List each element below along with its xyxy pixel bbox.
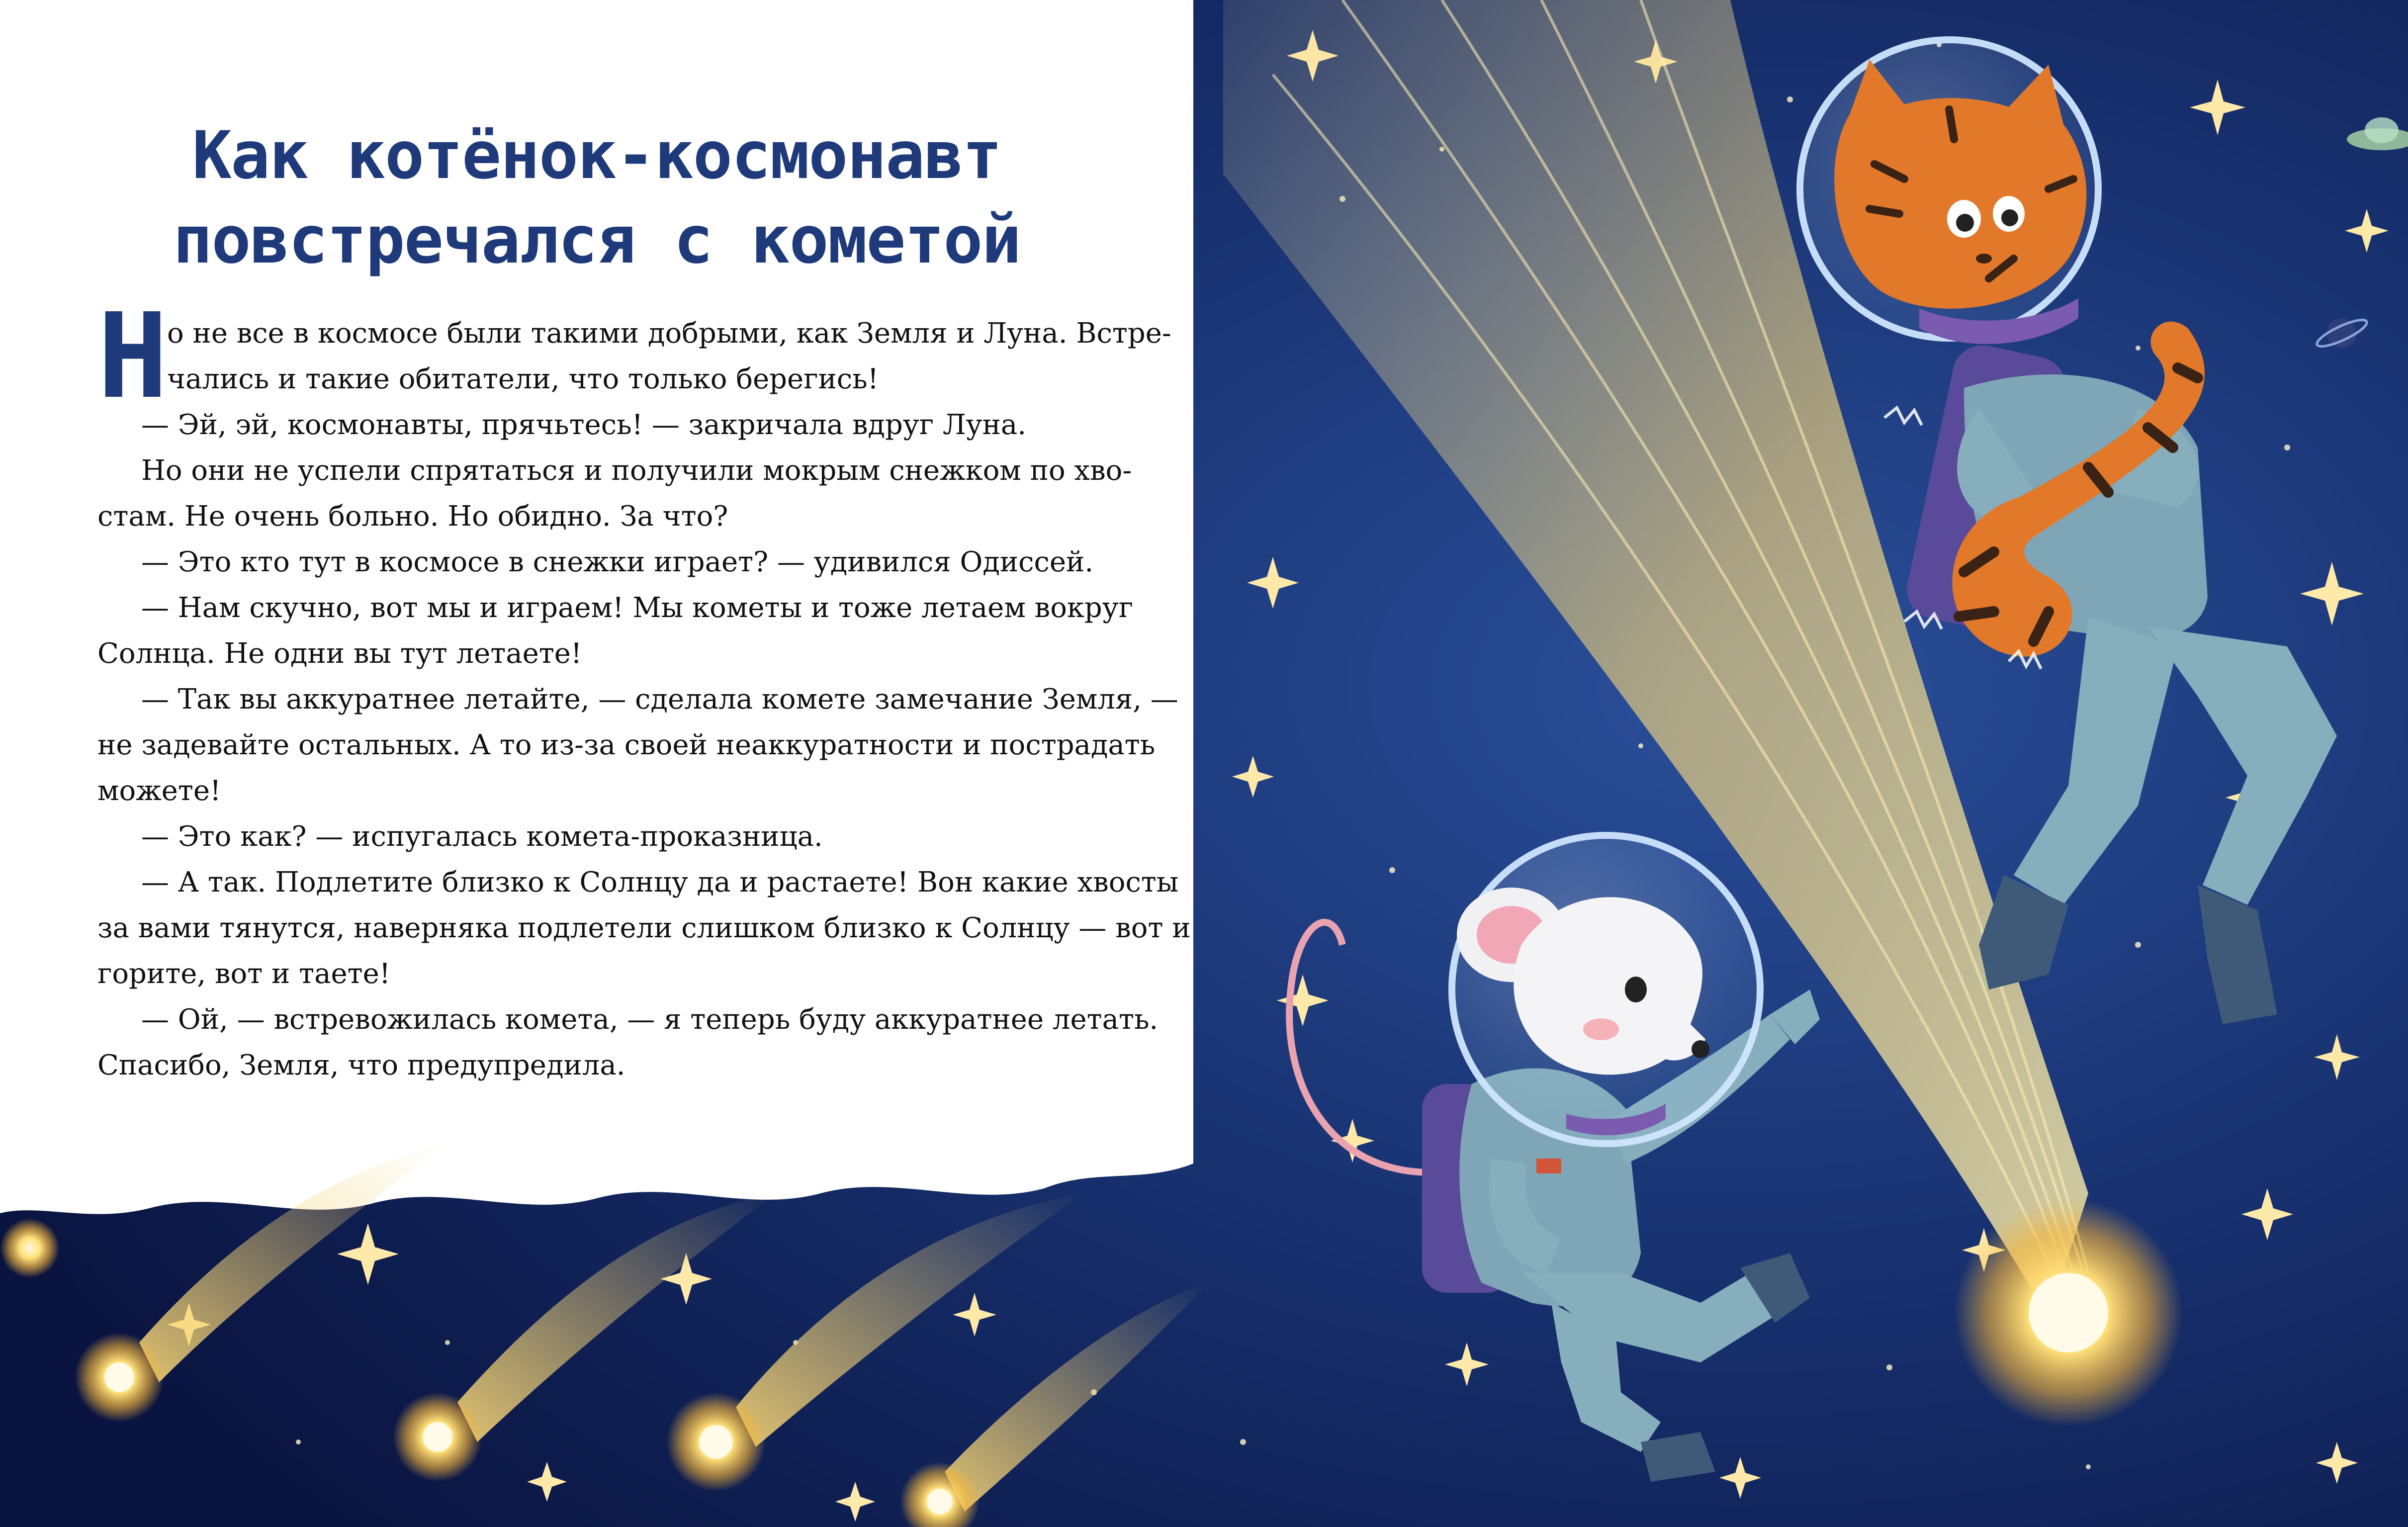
story-line: Солнца. Не одни вы тут летаете!	[97, 637, 582, 670]
story-line: — Нам скучно, вот мы и играем! Мы кометы и тоже летаем вокруг	[141, 592, 1134, 624]
story-line: можете!	[97, 775, 221, 807]
drop-cap: Н	[97, 288, 169, 425]
story-line: горите, вот и таете!	[97, 958, 391, 990]
story-line: стам. Не очень больно. Но обидно. За что?	[97, 500, 728, 533]
story-title-line-2: повстречался с кометой	[173, 202, 1021, 278]
story-line: за вами тянутся, наверняка подлетели слишком близко к Солнцу — вот и	[97, 912, 1191, 944]
story-title	[0, 113, 1193, 282]
story-line: Спасибо, Земля, что предупредила.	[97, 1049, 625, 1081]
story-line: — А так. Подлетите близко к Солнцу да и растаете! Вон какие хвосты	[141, 866, 1179, 898]
text-page	[0, 0, 1193, 1173]
story-line: не задевайте остальных. А то из-за своей неаккуратности и пострадать	[97, 729, 1156, 761]
story-line: о не все в космосе были такими добрыми, как Земля и Луна. Встре-	[167, 317, 1171, 350]
story-line: чались и такие обитатели, что только берегись!	[167, 363, 879, 395]
story-line: — Так вы аккуратнее летайте, — сделала комете замечание Земля, —	[141, 683, 1178, 716]
story-line: — Это кто тут в космосе в снежки играет? — удивился Одиссей.	[141, 546, 1094, 578]
story-line: — Это как? — испугалась комета-проказница.	[141, 820, 823, 853]
story-line: — Ой, — встревожилась комета, — я теперь буду аккуратнее летать.	[141, 1003, 1159, 1036]
story-title-line-1: Как котёнок-космонавт	[192, 117, 1001, 194]
story-text	[97, 288, 1191, 1088]
story-line: — Эй, эй, космонавты, прячьтесь! — закричала вдруг Луна.	[141, 409, 1027, 441]
story-line: Но они не успели спрятаться и получили мокрым снежком по хво-	[141, 454, 1132, 487]
